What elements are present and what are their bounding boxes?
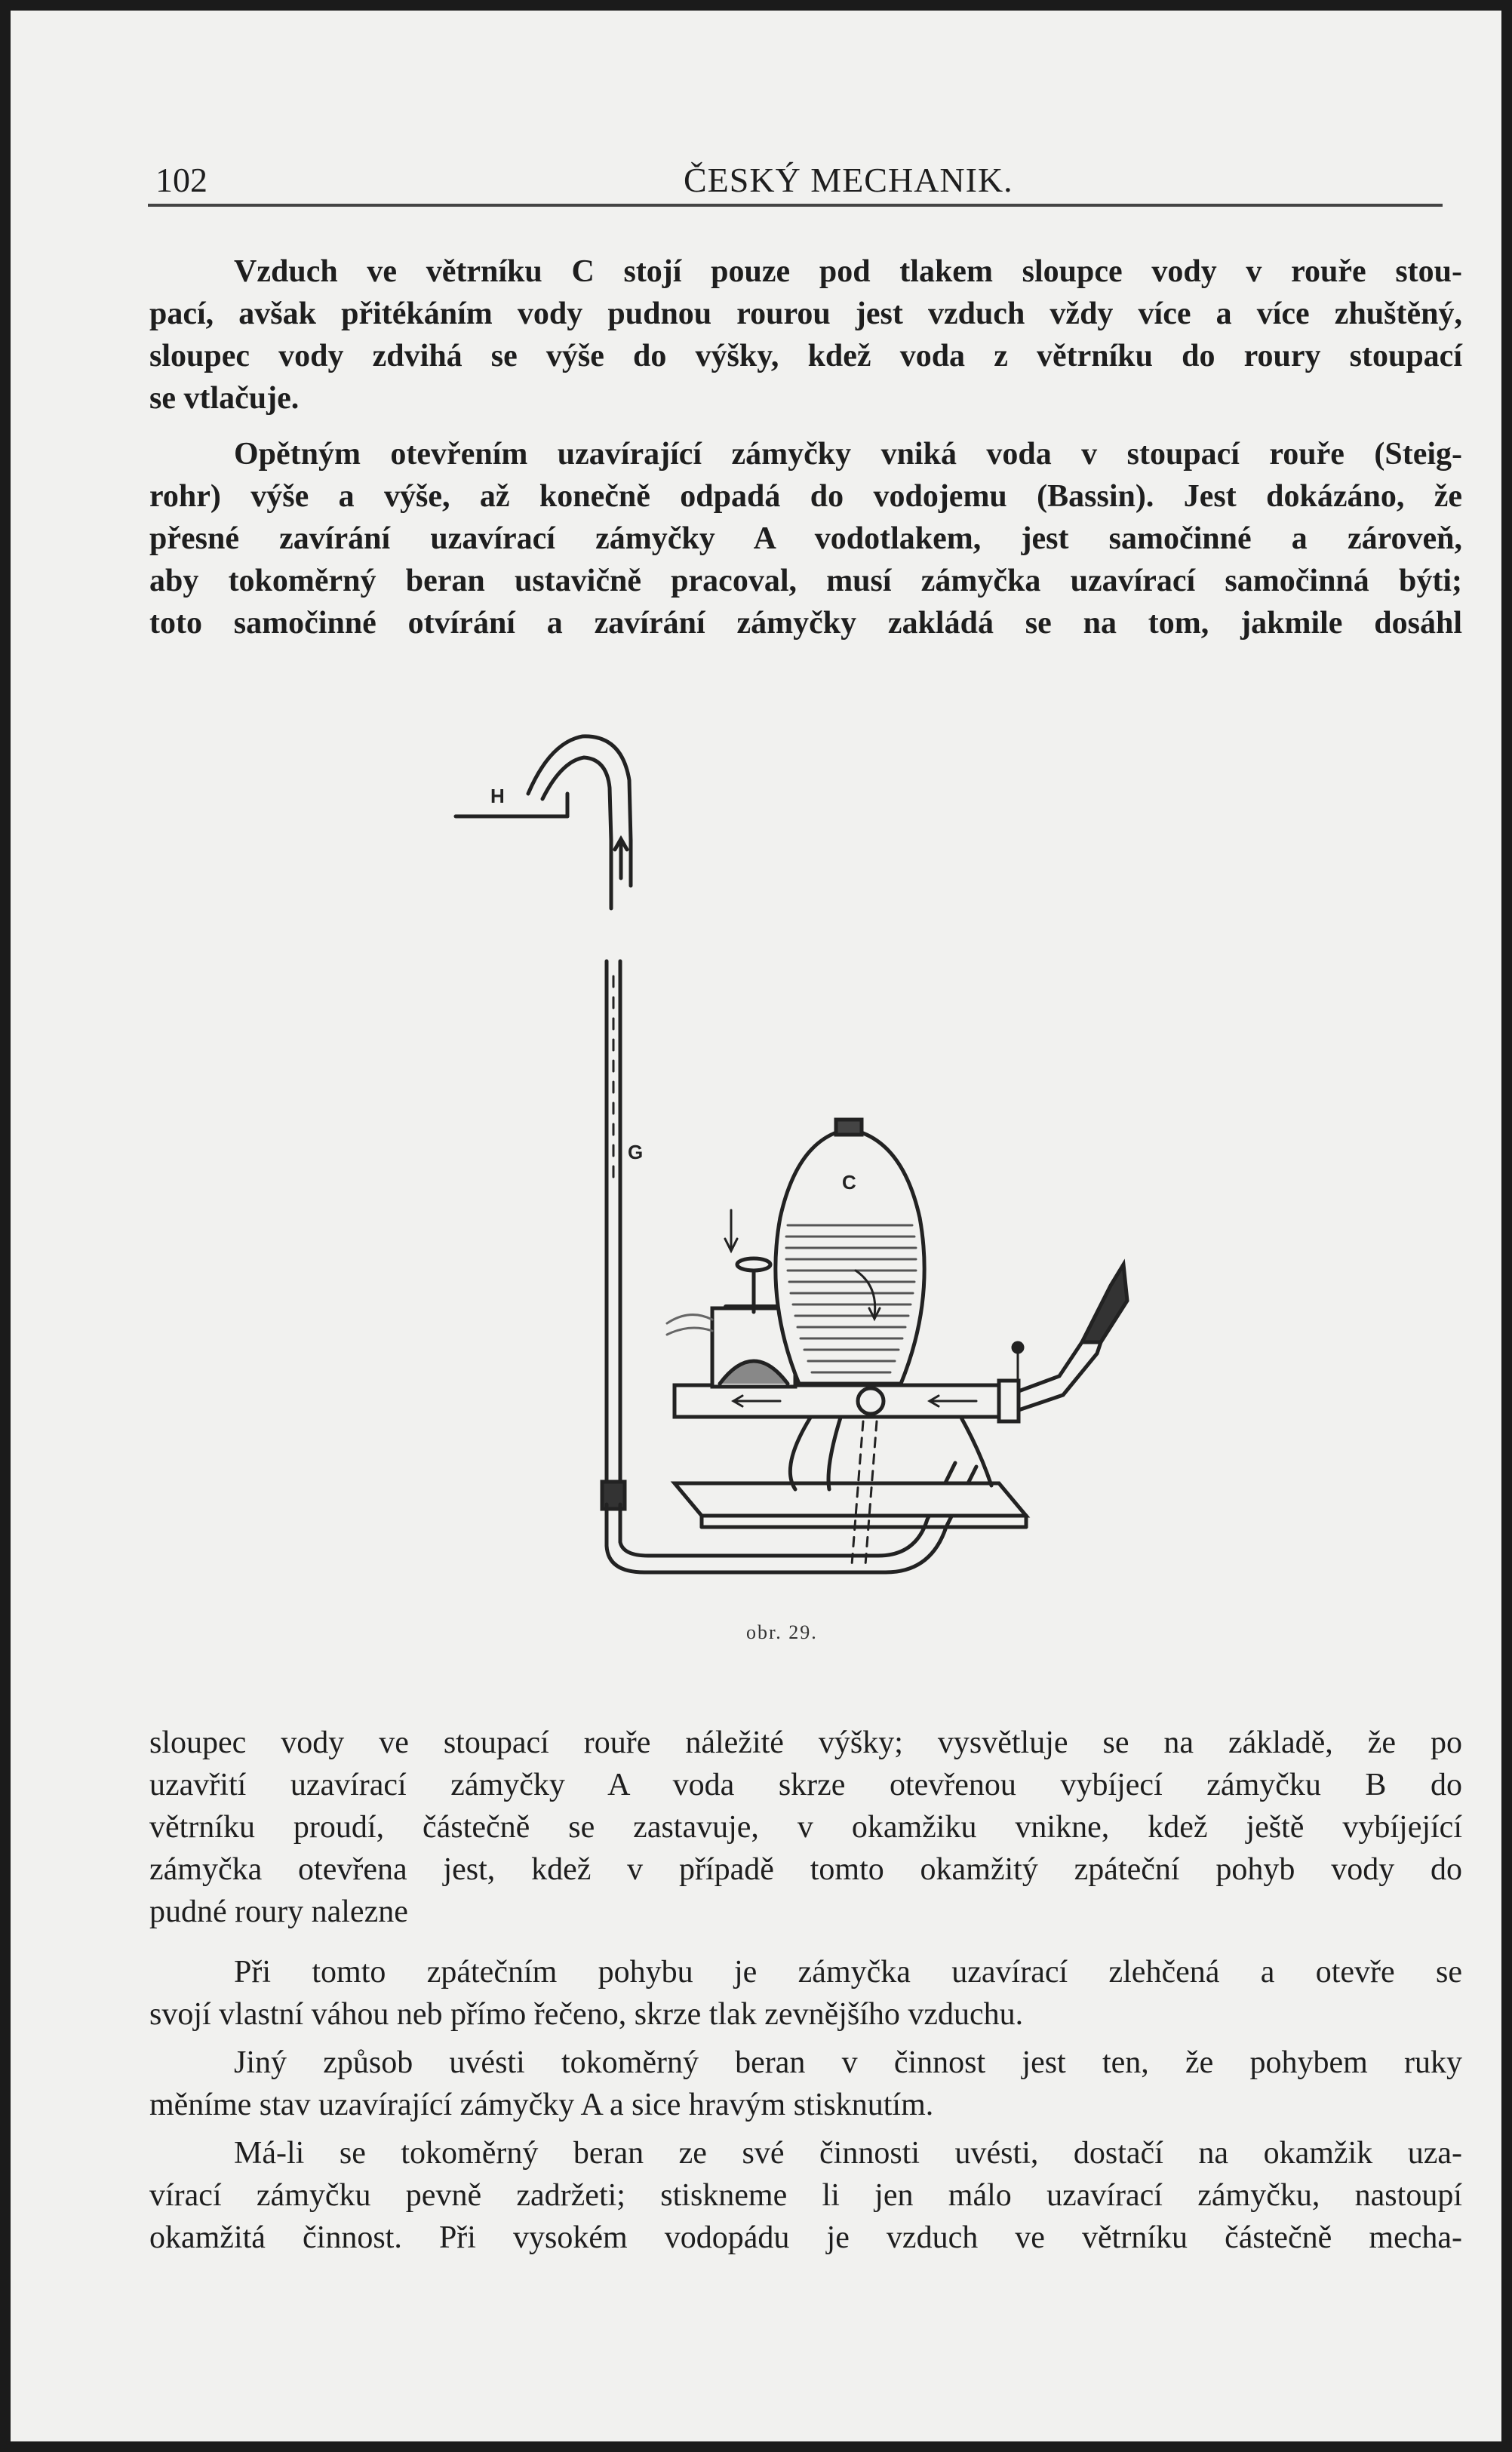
text-line: sloupec vody zdvihá se výše do výšky, kdež voda z větrníku do roury stoupací	[149, 339, 1462, 373]
text-line: vírací zámyčku pevně zadržeti; stiskneme li jen málo uzavírací zámyčku, nastoupí	[149, 2178, 1462, 2213]
delivery-pipe-hook	[528, 736, 631, 840]
label-g: G	[628, 1141, 644, 1163]
text-line: aby tokoměrný beran ustavičně pracoval, musí zámyčka uzavírací samočinná býti;	[149, 564, 1462, 598]
label-c: C	[842, 1171, 856, 1194]
paragraph-3	[149, 1722, 1462, 1933]
text-line: pudné roury nalezne	[149, 1894, 408, 1929]
text-line: Vzduch ve větrníku C stojí pouze pod tlakem sloupce vody v rouře stou-	[234, 254, 1462, 289]
flange	[999, 1381, 1019, 1421]
running-title: ČESKÝ MECHANIK.	[684, 161, 1013, 199]
text-line: svojí vlastní váhou neb přímo řečeno, skrze tlak zevnějšího vzduchu.	[149, 1997, 1024, 2032]
paragraph-2	[149, 433, 1462, 644]
base-plate	[675, 1483, 1026, 1516]
hydraulic-ram-figure	[418, 727, 1248, 1648]
air-vessel-cap	[836, 1120, 862, 1135]
support-leg-right	[961, 1418, 991, 1486]
paragraph-6	[149, 2132, 1462, 2259]
valve-a-knob	[737, 1258, 770, 1271]
figure-caption: obr. 29.	[746, 1621, 818, 1643]
text-line: Opětným otevřením uzavírající zámyčky vniká voda v stoupací rouře (Steig-	[234, 437, 1462, 472]
paragraph-4	[149, 1951, 1462, 2036]
outlet-pipe-top	[1019, 1331, 1089, 1391]
page-header	[148, 158, 1443, 207]
text-line: Jiný způsob uvésti tokoměrný beran v činnost jest ten, že pohybem ruky	[234, 2045, 1462, 2080]
text-line: přesné zavírání uzavírací zámyčky A vodotlakem, jest samočinné a zároveň,	[149, 521, 1462, 556]
paragraph-1	[149, 250, 1462, 419]
text-line: se vtlačuje.	[149, 381, 300, 416]
label-h: H	[490, 785, 505, 807]
text-line: sloupec vody ve stoupací rouře náležité výšky; vysvětluje se na základě, že po	[149, 1725, 1462, 1760]
support-leg-left	[790, 1418, 810, 1489]
text-line: větrníku proudí, částečně se zastavuje, v okamžiku vnikne, kdež ještě vybíjející	[149, 1810, 1462, 1845]
text-line: okamžitá činnost. Při vysokém vodopádu je vzduch ve větrníku částečně mecha-	[149, 2220, 1462, 2255]
text-line: Má-li se tokoměrný beran ze své činnosti uvésti, dostačí na okamžik uza-	[234, 2136, 1462, 2171]
outlet-nozzle	[1082, 1264, 1127, 1342]
support-leg-mid	[828, 1418, 841, 1489]
book-page	[11, 11, 1501, 2441]
text-line: zámyčka otevřena jest, kdež v případě tomto okamžitý zpáteční pohyb vody do	[149, 1852, 1462, 1887]
text-line: Při tomto zpátečním pohybu je zámyčka uzavírací zlehčená a otevře se	[234, 1955, 1462, 1990]
delivery-pipe-hook-inner	[542, 757, 611, 840]
text-line: rohr) výše a výše, až konečně odpadá do vodojemu (Bassin). Jest dokázáno, že	[149, 479, 1462, 514]
paragraph-5	[149, 2042, 1462, 2126]
text-line: uzavřití uzavírací zámyčky A voda skrze otevřenou vybíjecí zámyčku B do	[149, 1768, 1462, 1802]
text-line: měníme stav uzavírající zámyčky A a sice hravým stisknutím.	[149, 2088, 934, 2122]
ram-body-port	[858, 1388, 884, 1414]
text-line: pací, avšak přitékáním vody pudnou rourou jest vzduch vždy více a více zhuštěný,	[149, 297, 1462, 331]
page-number: 102	[155, 161, 207, 199]
text-line: toto samočinné otvírání a zavírání zámyčky zakládá se na tom, jakmile dosáhl	[149, 606, 1462, 641]
